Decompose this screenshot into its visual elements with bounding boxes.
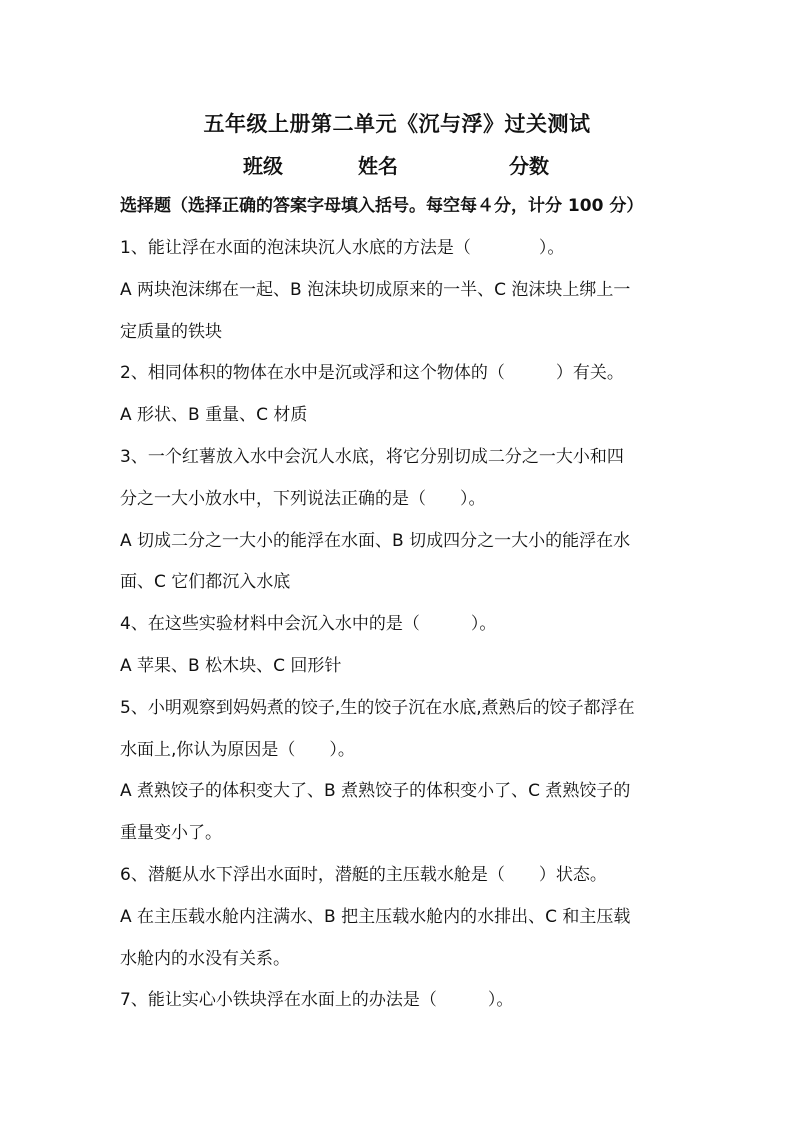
question-line: 6、潜艇从水下浮出水面时，潜艇的主压载水舱是（ ）状态。 (120, 864, 607, 885)
question-line: A 在主压载水舱内注满水、B 把主压载水舱内的水排出、C 和主压载 (120, 906, 631, 927)
page-title: 五年级上册第二单元《沉与浮》过关测试 (203, 112, 591, 136)
question-line: A 切成二分之一大小的能浮在水面、B 切成四分之一大小的能浮在水 (120, 530, 631, 551)
question-line: 7、能让实心小铁块浮在水面上的办法是（ ）。 (120, 990, 514, 1011)
section-heading: 选择题（选择正确的答案字母填入括号。每空每４分，计分 100 分） (120, 196, 644, 216)
class-label: 班级 (243, 154, 283, 178)
question-line: 定质量的铁块 (120, 321, 222, 342)
question-line: 面、C 它们都沉入水底 (120, 572, 291, 593)
question-line: A 两块泡沫绑在一起、B 泡沫块切成原来的一半、C 泡沫块上绑上一 (120, 279, 631, 300)
question-line: 1、能让浮在水面的泡沫块沉人水底的方法是（ ）。 (120, 238, 565, 258)
question-line: 2、相同体积的物体在水中是沉或浮和这个物体的（ ）有关。 (120, 363, 624, 384)
question-line: 水面上,你认为原因是（ ）。 (120, 739, 355, 760)
question-line: 3、一个红薯放入水中会沉人水底，将它分别切成二分之一大小和四 (120, 446, 624, 467)
student-info-row (0, 150, 794, 176)
question-line: 分之一大小放水中，下列说法正确的是（ ）。 (120, 488, 486, 509)
question-line: A 煮熟饺子的体积变大了、B 煮熟饺子的体积变小了、C 煮熟饺子的 (120, 781, 631, 802)
question-line: 5、小明观察到妈妈煮的饺子,生的饺子沉在水底,煮熟后的饺子都浮在 (120, 697, 635, 718)
question-line: 重量变小了。 (120, 823, 222, 844)
name-label: 姓名 (358, 154, 398, 178)
question-line: A 苹果、B 松木块、C 回形针 (120, 655, 342, 676)
question-line: 4、在这些实验材料中会沉入水中的是（ ）。 (120, 614, 497, 635)
question-line: 水舱内的水没有关系。 (120, 948, 290, 969)
question-list (120, 228, 680, 1022)
question-line: A 形状、B 重量、C 材质 (120, 405, 308, 426)
score-label: 分数 (509, 154, 549, 178)
